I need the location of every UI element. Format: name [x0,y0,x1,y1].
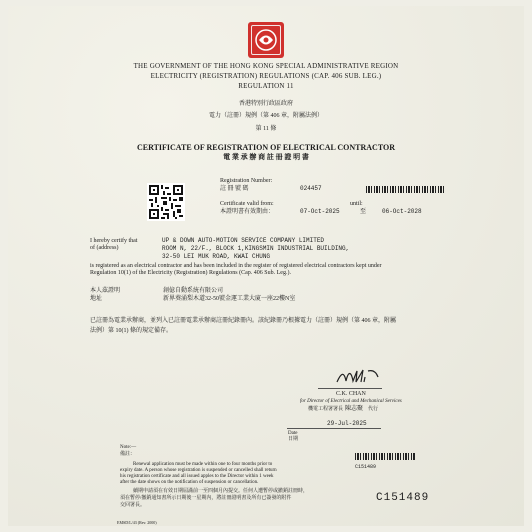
header-line3: REGULATION 11 [238,82,294,90]
note-line1: Renewal application must be made within one to four months prior to [133,462,273,467]
certify-label: I hereby certify that [90,238,138,244]
date-label-zh: 日期 [288,437,299,442]
note-label-zh: 備註： [120,452,136,457]
company-address-line1: ROOM N, 22/F., BLOCK 1,KINGSMIN INDUSTRIAL BUILDING, [162,245,350,252]
header-zh1: 香港特別行政區政府 [238,101,293,107]
header-zh2: 電力（註冊）規例（第 406 章，附屬法例） [208,113,323,119]
company-name: UP & DOWN AUTO-MOTION SERVICE COMPANY LIMITED [162,237,325,244]
address-label: of (address) [90,245,119,251]
name-label-zh: 本人茲證明 [90,288,121,294]
signatory-title: for Director of Electrical and Mechanical Services [300,399,402,404]
valid-from-label: Certificate valid from: [220,201,274,207]
header-zh3: 第 11 條 [255,126,277,132]
note-line2: expiry date. A person whose registration is suspended or cancelled shall return [120,468,277,473]
company-address-line2: 32-50 LEI MUK ROAD, KWAI CHUNG [162,253,271,260]
serial-barcode [355,453,415,460]
note-zh-line3: 交回署長。 [120,503,146,508]
certify-statement-line1: is registered as an electrical contractor and has been included in the register of registered electrical contractors kept under [90,263,382,269]
valid-until-date: 06-Oct-2028 [382,208,422,215]
form-code: EMSD/L/43 (Rev. 2000) [117,520,157,525]
issue-date: 29-Jul-2025 [327,420,367,427]
until-label-zh: 至 [360,209,367,215]
qr-code [147,183,185,221]
company-address-zh: 新界葵涌梨木道32-50號金運工業大廈一座22樓N室 [163,296,296,302]
note-zh-line1: 續期申請須在有效日期屆滿前一至四個月內提交。任何人遭暫停或撤銷註冊時， [133,489,309,494]
note-line4: after the date shows on the notification of suspension or cancellation. [120,480,259,485]
address-label-zh: 地址 [90,296,103,302]
registration-barcode [366,186,444,193]
certify-statement-line2: Regulation 10(1) of the Electricity (Registration) Regulations (Cap. 406 Sub. Leg.). [90,270,291,276]
company-name-zh: 創億自動系統有限公司 [163,288,224,294]
date-line [287,428,381,429]
certificate-title-zh: 電 業 承 辦 商 註 冊 證 明 書 [223,153,309,161]
signature-line [318,388,382,389]
signatory-name: C.K. CHAN [336,391,366,397]
signature-image [335,367,381,387]
serial-large: C151489 [376,492,430,504]
hksar-emblem-icon [248,22,284,58]
valid-from-date: 07-Oct-2025 [300,208,340,215]
registration-number-label-zh: 註 冊 號 碼 [220,186,249,192]
statement-zh-line1: 已註冊為電業承辦商，並列入已註冊電業承辦商註冊紀錄冊內。該紀錄冊乃根據電力（註冊）規例（第 406 章，附屬 [90,318,397,324]
signatory-title-zh: 機電工程署署長 [308,407,344,412]
registration-number: 024457 [300,185,322,192]
registration-number-label: Registration Number: [220,178,273,184]
until-label: until: [350,201,363,207]
note-line3: his registration certificate and all issued apples to the Director within 1 week [120,474,274,479]
note-zh-line2: 須在暫停/撤銷通知書所示日期後一星期內，將註冊證明書及所有已簽發的附件 [120,496,292,501]
note-label: Note:— [120,445,137,450]
acting-label-zh: 代行 [368,407,379,412]
header-line2: ELECTRICITY (REGISTRATION) REGULATIONS (CAP. 406 SUB. LEG.) [150,72,382,80]
valid-from-label-zh: 本證明書有效期由： [220,209,275,215]
date-label: Date [288,431,298,436]
certificate-title: CERTIFICATE OF REGISTRATION OF ELECTRICAL CONTRACTOR [136,143,396,152]
header-line1: THE GOVERNMENT OF THE HONG KONG SPECIAL ADMINISTRATIVE REGION [133,62,399,70]
signatory-name-zh: 陳志聚 [345,406,364,412]
statement-zh-line2: 法例）第 10(1) 條的規定備存。 [90,328,172,334]
serial-small: C151489 [355,464,377,470]
